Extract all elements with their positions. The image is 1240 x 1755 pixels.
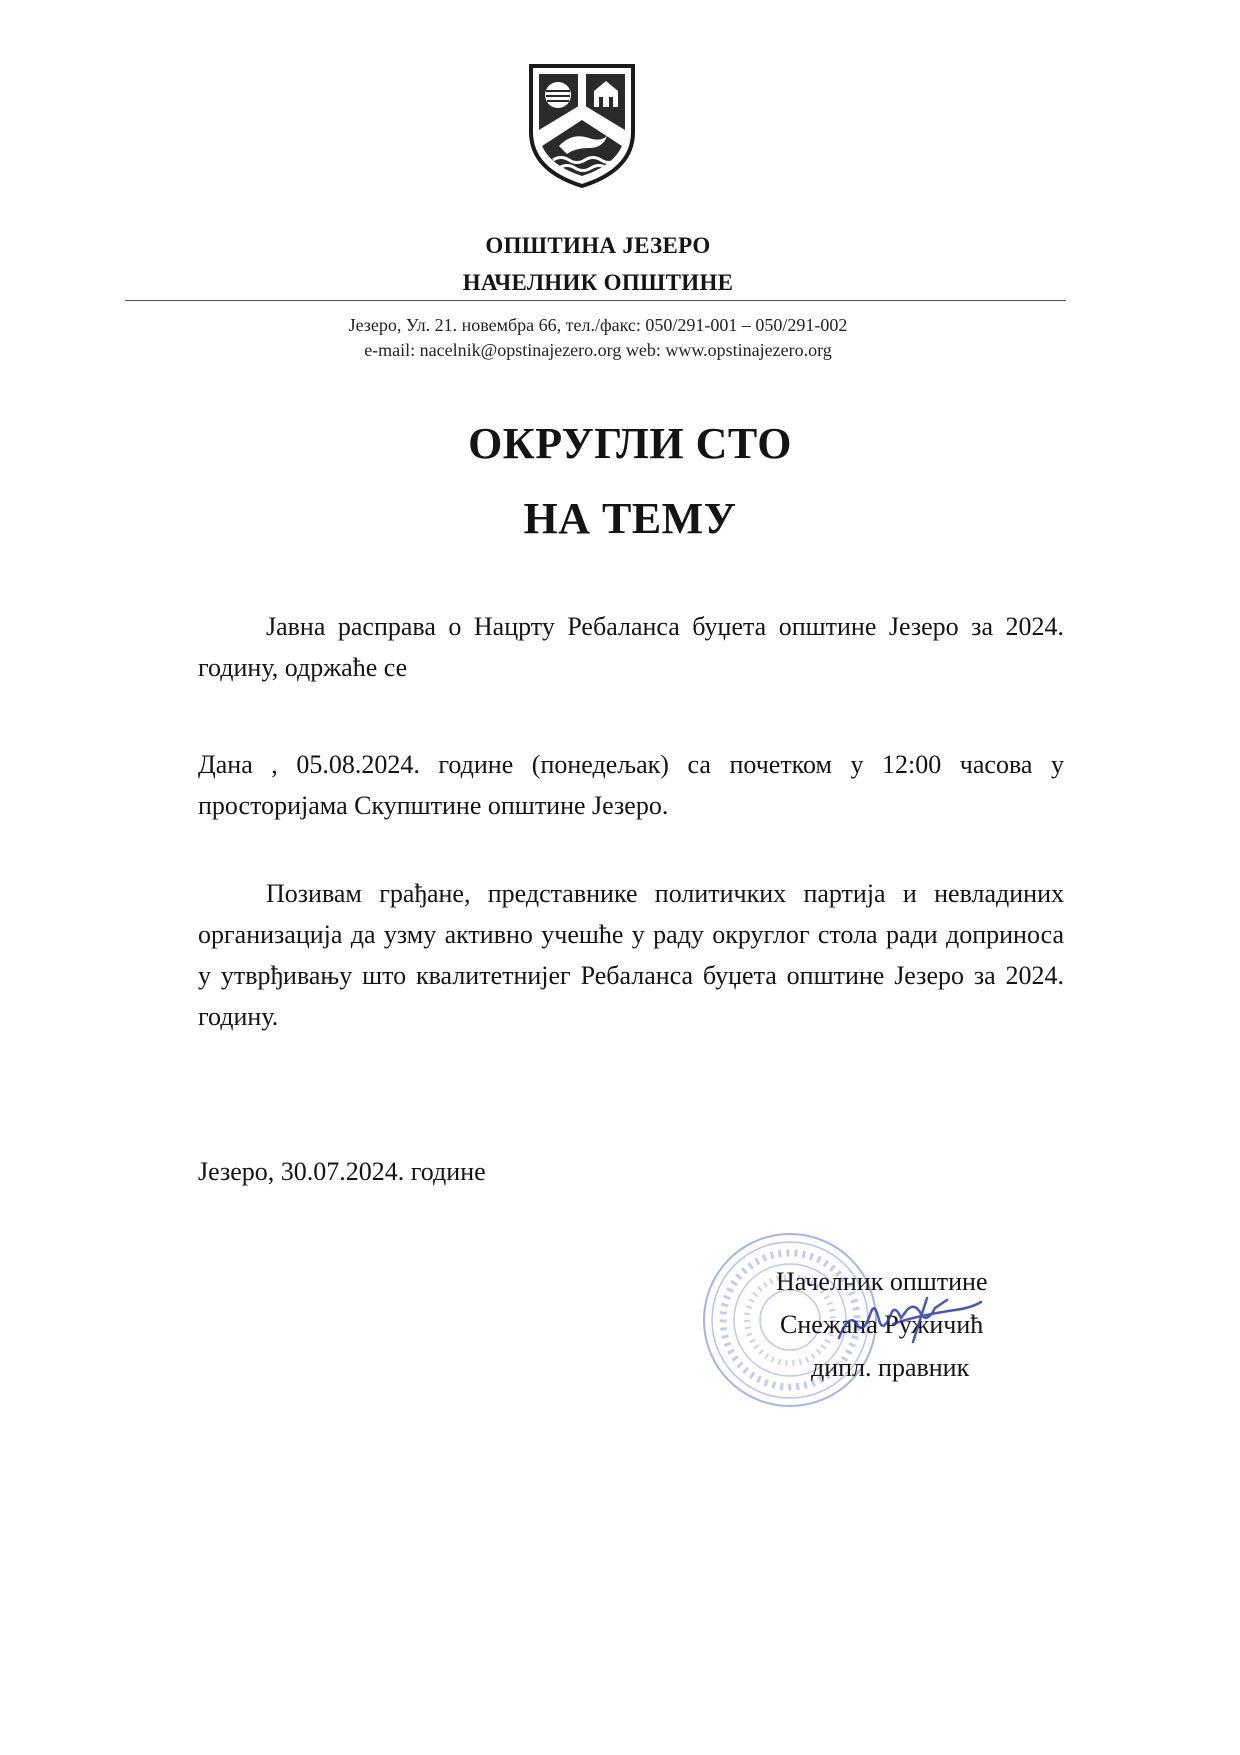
announcement-paragraph: Јавна расправа о Нацрту Ребаланса буџета општине Језеро за 2024. годину, одржаће се <box>198 612 1064 682</box>
contact-web-line: e-mail: nacelnik@opstinajezero.org web: www.opstinajezero.org <box>364 340 832 360</box>
municipality-name: ОПШТИНА ЈЕЗЕРО <box>485 233 711 258</box>
handwritten-signature-icon <box>835 1290 985 1350</box>
place-date-line: Језеро, 30.07.2024. године <box>198 1157 486 1186</box>
date-time-paragraph: Дана , 05.08.2024. године (понедељак) са почетком у 12:00 часова у просторијама Скупштине општине Језеро. <box>198 750 1064 820</box>
signatory-name: Снежана Ружичић <box>780 1310 984 1339</box>
municipality-coat-of-arms-icon <box>527 62 637 190</box>
office-name: НАЧЕЛНИК ОПШТИНЕ <box>462 270 734 295</box>
signatory-title: Начелник општине <box>776 1267 988 1296</box>
document-subtitle: НА ТЕМУ <box>523 494 737 543</box>
invitation-paragraph: Позивам грађане, представнике политичких партија и невладиних организација да узму активно учешће у раду округлог стола ради доприноса у утврђивању што квалитетнијег Ребаланса буџета општине Језеро за 2024. годину. <box>198 879 1064 1031</box>
signatory-degree: дипл. правник <box>811 1353 970 1382</box>
document-title: ОКРУГЛИ СТО <box>468 419 792 468</box>
header-divider <box>125 300 1066 301</box>
contact-address-line: Језеро, Ул. 21. новембра 66, тел./факс: 050/291-001 – 050/291-002 <box>348 315 848 335</box>
